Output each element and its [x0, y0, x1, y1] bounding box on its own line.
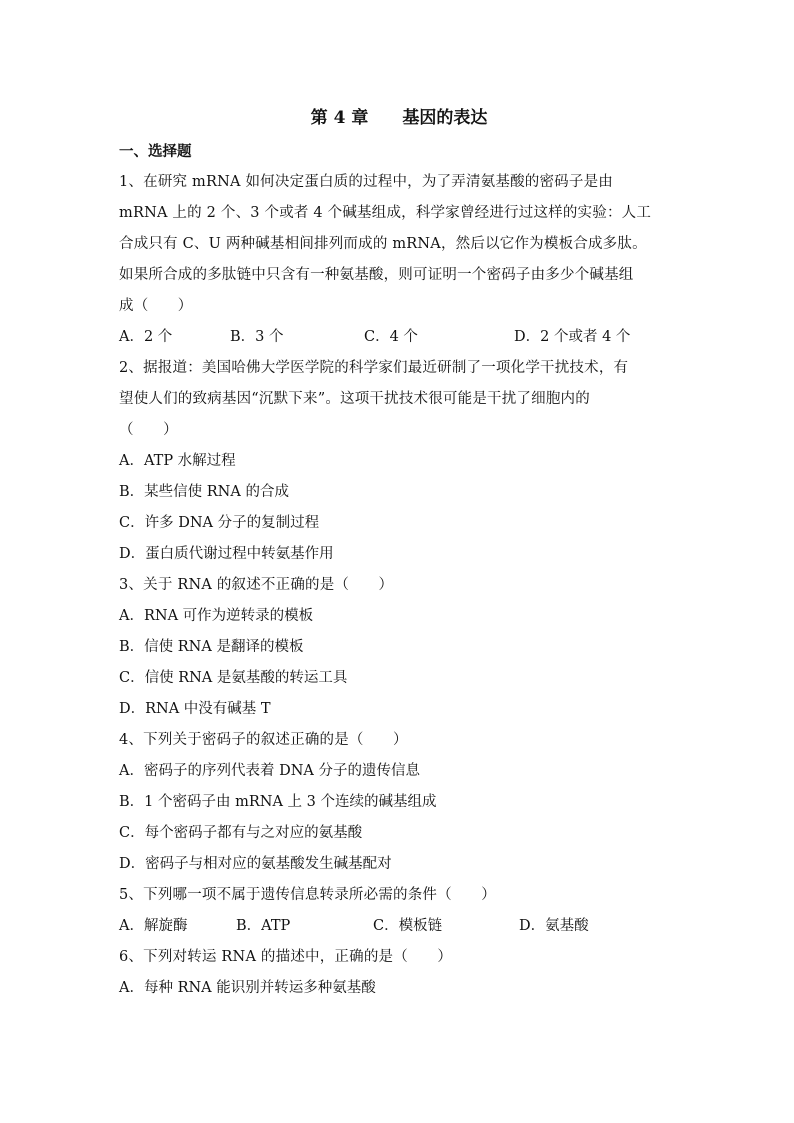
question-4 — [119, 725, 679, 880]
option-a: A．ATP 水解过程 — [119, 453, 236, 469]
options-row — [119, 911, 679, 942]
chapter-number: 第 4 章 — [310, 108, 369, 128]
question-line: 1、在研究 mRNA 如何决定蛋白质的过程中，为了弄清氨基酸的密码子是由 — [119, 174, 613, 190]
question-line: 如果所合成的多肽链中只含有一种氨基酸，则可证明一个密码子由多少个碱基组 — [119, 267, 634, 283]
option-b: B．3 个 — [230, 329, 284, 345]
option-c: C．4 个 — [364, 329, 418, 345]
option-b: B．某些信使 RNA 的合成 — [119, 484, 289, 500]
question-stem: 6、下列对转运 RNA 的描述中，正确的是（ ） — [119, 949, 453, 965]
question-line: 2、据报道：美国哈佛大学医学院的科学家们最近研制了一项化学干扰技术，有 — [119, 360, 629, 376]
question-line: 成（ ） — [119, 298, 193, 314]
question-6 — [119, 942, 679, 1004]
option-c: C．每个密码子都有与之对应的氨基酸 — [119, 825, 363, 841]
question-line: 望使人们的致病基因“沉默下来”。这项干扰技术很可能是干扰了细胞内的 — [119, 391, 590, 407]
question-2 — [119, 353, 679, 570]
option-d: D．蛋白质代谢过程中转氨基作用 — [119, 546, 334, 562]
options-row — [119, 322, 679, 353]
option-d: D．密码子与相对应的氨基酸发生碱基配对 — [119, 856, 392, 872]
question-1 — [119, 167, 679, 353]
question-5 — [119, 880, 679, 942]
option-d: D．氨基酸 — [519, 918, 589, 934]
option-a: A．RNA 可作为逆转录的模板 — [119, 608, 314, 624]
chapter-title — [119, 104, 679, 132]
option-c: C．模板链 — [373, 918, 443, 934]
option-b: B．1 个密码子由 mRNA 上 3 个连续的碱基组成 — [119, 794, 437, 810]
option-d: D．2 个或者 4 个 — [514, 329, 631, 345]
question-stem: 4、下列关于密码子的叙述正确的是（ ） — [119, 732, 408, 748]
option-a: A．解旋酶 — [119, 918, 188, 934]
section-heading: 一、选择题 — [119, 143, 192, 160]
question-3 — [119, 570, 679, 725]
question-line: 合成只有 C、U 两种碱基相间排列而成的 mRNA，然后以它作为模板合成多肽。 — [119, 236, 647, 252]
option-a: A．2 个 — [119, 329, 173, 345]
option-c: C．信使 RNA 是氨基酸的转运工具 — [119, 670, 348, 686]
option-b: B．ATP — [236, 918, 291, 934]
question-stem: 5、下列哪一项不属于遗传信息转录所必需的条件（ ） — [119, 887, 496, 903]
question-line: mRNA 上的 2 个、3 个或者 4 个碱基组成，科学家曾经进行过这样的实验：人工 — [119, 205, 652, 221]
option-a: A．密码子的序列代表着 DNA 分子的遗传信息 — [119, 763, 420, 779]
option-d: D．RNA 中没有碱基 T — [119, 701, 271, 717]
option-a: A．每种 RNA 能识别并转运多种氨基酸 — [119, 980, 376, 996]
document-page — [119, 104, 679, 1004]
option-b: B．信使 RNA 是翻译的模板 — [119, 639, 304, 655]
question-stem: 3、关于 RNA 的叙述不正确的是（ ） — [119, 577, 394, 593]
question-line: （ ） — [119, 422, 178, 438]
option-c: C．许多 DNA 分子的复制过程 — [119, 515, 320, 531]
chapter-name: 基因的表达 — [402, 108, 488, 128]
